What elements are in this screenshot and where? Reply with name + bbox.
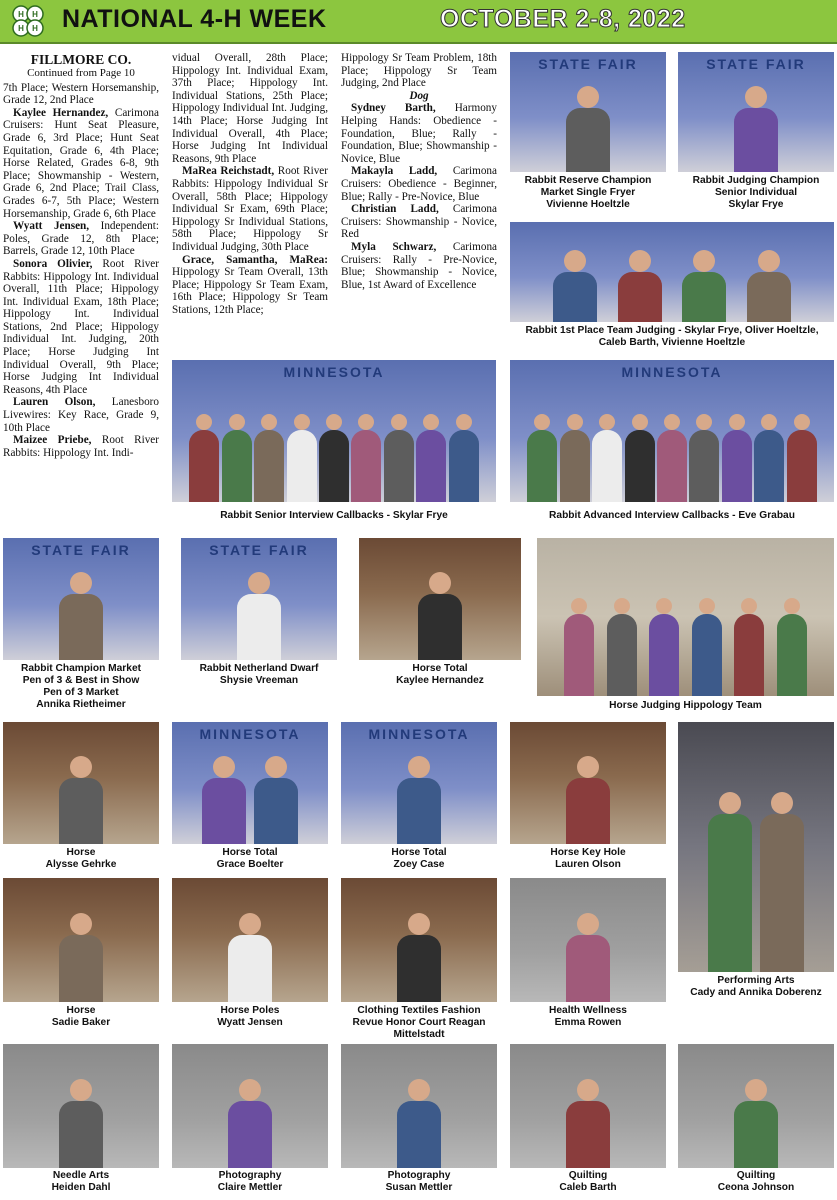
article-entry <box>341 241 497 291</box>
photo-caption: Health Wellness Emma Rowen <box>549 1005 627 1028</box>
photo-c11 <box>172 722 328 844</box>
photo-c1 <box>510 52 666 172</box>
person-figure <box>189 414 219 502</box>
person-figure <box>287 414 317 502</box>
photo-c14 <box>678 722 834 972</box>
person-figure <box>59 572 103 660</box>
person-figure <box>566 756 610 844</box>
person-figure <box>722 414 752 502</box>
entry-text: vidual Overall, 28th Place; Hippology Int. Individual Exam, 37th Place; Hippology Int. Individual Stations, 25th Place; Hippology Individual Int. Judging, 14th Place; Horse Judging Int Individual Overall, 4th Place; Horse Judging Int Individual Reasons, 9th Place <box>172 52 328 165</box>
entry-text: Root River Rabbits: Hippology Int. Indi- <box>3 434 159 459</box>
photo-sign: STATE FAIR <box>706 56 806 72</box>
entry-name: Sydney Barth, <box>351 102 436 115</box>
person-figure <box>222 414 252 502</box>
article-entry <box>3 258 159 397</box>
photo-sign: STATE FAIR <box>538 56 638 72</box>
photo-c21 <box>341 1044 497 1168</box>
photo-c20 <box>172 1044 328 1168</box>
person-figure <box>760 792 804 972</box>
photo-sign: STATE FAIR <box>31 542 131 558</box>
article-column-3-body <box>341 102 497 291</box>
photo-c22 <box>510 1044 666 1168</box>
entry-text: Carimona Cruisers: Rally - Pre-Novice, Blue; Showmanship - Novice, Blue, 1st Award of Excellence <box>341 240 497 291</box>
entry-text: 7th Place; Western Horsemanship, Grade 12, 2nd Place <box>3 81 159 107</box>
person-figure <box>787 414 817 502</box>
person-figure <box>553 250 597 322</box>
entry-text: Root River Rabbits: Hippology Int. Individual Overall, 11th Place; Hippology Int. Individual Exam, 18th Place; Hippology Int. Individual Stations, 2nd Place; Hippology Individual Int. Judging, 20th Place; Horse Judging Int Individual Overall, 9th Place; Horse Judging Int Individual Reasons, 4th Place <box>3 257 159 396</box>
article-column-2-body <box>172 52 328 316</box>
photo-c4 <box>172 360 496 502</box>
person-figure <box>566 1079 610 1168</box>
photo-caption: Rabbit Reserve Champion Market Single Fryer Vivienne Hoeltzle <box>524 175 652 210</box>
photo-c18 <box>510 878 666 1002</box>
person-figure <box>657 414 687 502</box>
photo-caption: Rabbit Judging Champion Senior Individual Skylar Frye <box>692 175 820 210</box>
person-figure <box>734 598 764 696</box>
article-entry <box>3 220 159 258</box>
entry-text: Independent: Poles, Grade 12, 8th Place; Barrels, Grade 12, 10th Place <box>3 220 159 258</box>
person-figure <box>351 414 381 502</box>
entry-text: Harmony Helping Hands: Obedience - Foundation, Blue; Rally - Foundation, Blue; Showmanship - Novice, Blue <box>341 102 497 165</box>
person-figure <box>254 756 298 844</box>
article-entry <box>341 165 497 203</box>
person-figure <box>397 913 441 1002</box>
article-column-3 <box>341 52 497 352</box>
banner-dates: OCTOBER 2-8, 2022 <box>440 5 686 33</box>
photo-caption: Horse Sadie Baker <box>51 1005 111 1028</box>
person-figure <box>682 250 726 322</box>
entry-name: Kaylee Hernandez, <box>13 106 109 119</box>
entry-name: Myla Schwarz, <box>351 240 437 253</box>
article-category-dog: Dog <box>409 89 429 102</box>
entry-text: Carimona Cruisers: Obedience - Beginner, Blue; Rally - Pre-Novice, Blue <box>341 165 497 203</box>
person-figure <box>607 598 637 696</box>
photo-caption: Horse Total Zoey Case <box>391 847 447 870</box>
photo-caption: Needle Arts Heiden Dahl <box>51 1170 111 1193</box>
person-figure <box>254 414 284 502</box>
photo-caption: Horse Total Grace Boelter <box>216 847 284 870</box>
photo-caption: Rabbit Advanced Interview Callbacks - Eve Grabau <box>549 510 795 521</box>
photo-caption: Horse Poles Wyatt Jensen <box>217 1005 283 1028</box>
photo-sign: MINNESOTA <box>199 726 301 742</box>
photo-c10 <box>3 722 159 844</box>
photo-c7 <box>181 538 337 660</box>
person-figure <box>59 756 103 844</box>
person-figure <box>449 414 479 502</box>
photo-caption: Performing Arts Cady and Annika Doberenz <box>690 975 822 998</box>
person-figure <box>754 414 784 502</box>
person-figure <box>59 1079 103 1168</box>
article-entry <box>172 165 328 253</box>
entry-name: Lauren Olson, <box>13 396 96 409</box>
photo-caption: Horse Total Kaylee Hernandez <box>396 663 484 686</box>
photo-c3 <box>510 222 834 322</box>
photo-caption: Horse Key Hole Lauren Olson <box>550 847 626 870</box>
photo-sign: MINNESOTA <box>621 364 723 380</box>
article-entry <box>3 107 159 220</box>
photo-caption: Horse Alysse Gehrke <box>45 847 117 870</box>
person-figure <box>202 756 246 844</box>
four-leaf-clover-icon <box>10 3 46 39</box>
svg-text:H: H <box>18 24 24 33</box>
entry-text: Carimona Cruisers: Hunt Seat Pleasure, Grade 6, 3rd Place; Hunt Seat Equitation, Grade 6, 4th Place; Horse Related, Grades 6-8, 9th Place; Showmanship - Western, Grade 6, 2nd Place; Trail Class, Grades 6-7, 5th Place; Western Horsemanship, Grade 6, 6th Place <box>3 106 159 220</box>
photo-sign: STATE FAIR <box>209 542 309 558</box>
photo-c13 <box>510 722 666 844</box>
person-figure <box>527 414 557 502</box>
photo-caption: Rabbit 1st Place Team Judging - Skylar Frye, Oliver Hoeltzle, Caleb Barth, Vivienne Hoeltzle <box>525 325 819 348</box>
person-figure <box>228 1079 272 1168</box>
person-figure <box>418 572 462 660</box>
person-figure <box>747 250 791 322</box>
photo-c17 <box>341 878 497 1002</box>
photo-c23 <box>678 1044 834 1168</box>
entry-text: Carimona Cruisers: Showmanship - Novice, Red <box>341 203 497 241</box>
photo-c8 <box>359 538 521 660</box>
article-entry <box>3 82 159 107</box>
photo-caption: Quilting Caleb Barth <box>559 1170 617 1193</box>
photo-c12 <box>341 722 497 844</box>
entry-name: Wyatt Jensen, <box>13 220 90 233</box>
person-figure <box>560 414 590 502</box>
person-figure <box>384 414 414 502</box>
photo-c6 <box>3 538 159 660</box>
entry-text: Root River Rabbits: Hippology Individual Sr Overall, 58th Place; Hippology Individual Sr Exam, 69th Place; Hippology Sr Individual Stations, 58th Place; Hippology Sr Individual Judging, 30th Place <box>172 165 328 253</box>
person-figure <box>566 913 610 1002</box>
person-figure <box>237 572 281 660</box>
photo-caption: Clothing Textiles Fashion Revue Honor Court Reagan Mittelstadt <box>352 1005 486 1040</box>
article-entry <box>172 254 328 317</box>
article-entry <box>341 102 497 165</box>
article-column-1-body <box>3 82 159 460</box>
photo-caption: Photography Susan Mettler <box>385 1170 453 1193</box>
article-entry <box>172 52 328 165</box>
person-figure <box>319 414 349 502</box>
entry-name: Grace, Samantha, MaRea: <box>182 253 328 266</box>
person-figure <box>564 598 594 696</box>
entry-text: Hippology Sr Team Overall, 13th Place; Hippology Sr Team Exam, 16th Place; Hippology Sr Team Stations, 12th Place; <box>172 266 328 316</box>
person-figure <box>397 756 441 844</box>
banner-title: NATIONAL 4-H WEEK <box>62 5 327 33</box>
entry-name: Sonora Olivier, <box>13 257 93 270</box>
photo-caption: Horse Judging Hippology Team <box>609 700 762 711</box>
photo-c2 <box>678 52 834 172</box>
article-column-1 <box>3 52 159 498</box>
svg-text:H: H <box>32 10 38 19</box>
person-figure <box>734 86 778 172</box>
article-col3-intro: Hippology Sr Team Problem, 18th Place; Hippology Sr Team Judging, 2nd Place <box>341 52 497 90</box>
entry-text: Lanesboro Livewires: Key Race, Grade 9, 10th Place <box>3 396 159 434</box>
person-figure <box>734 1079 778 1168</box>
photo-sign: MINNESOTA <box>283 364 385 380</box>
person-figure <box>228 913 272 1002</box>
photo-caption: Rabbit Champion Market Pen of 3 & Best in Show Pen of 3 Market Annika Rietheimer <box>21 663 141 710</box>
person-figure <box>592 414 622 502</box>
entry-name: Maizee Priebe, <box>13 434 92 447</box>
photo-c9 <box>537 538 834 696</box>
person-figure <box>625 414 655 502</box>
article-heading: FILLMORE CO. <box>30 52 132 67</box>
photo-c19 <box>3 1044 159 1168</box>
person-figure <box>777 598 807 696</box>
article-entry <box>3 434 159 459</box>
photo-c15 <box>3 878 159 1002</box>
page-banner <box>0 0 837 44</box>
photo-sign: MINNESOTA <box>368 726 470 742</box>
entry-name: Christian Ladd, <box>351 203 439 216</box>
person-figure <box>649 598 679 696</box>
person-figure <box>689 414 719 502</box>
photo-c5 <box>510 360 834 502</box>
person-figure <box>708 792 752 972</box>
person-figure <box>618 250 662 322</box>
entry-name: MaRea Reichstadt, <box>182 165 275 178</box>
photo-caption: Photography Claire Mettler <box>217 1170 283 1193</box>
person-figure <box>397 1079 441 1168</box>
photo-caption: Quilting Ceona Johnson <box>717 1170 795 1193</box>
photo-caption: Rabbit Netherland Dwarf Shysie Vreeman <box>199 663 319 686</box>
person-figure <box>566 86 610 172</box>
person-figure <box>59 913 103 1002</box>
article-entry <box>3 396 159 434</box>
entry-name: Makayla Ladd, <box>351 165 438 178</box>
person-figure <box>416 414 446 502</box>
svg-text:H: H <box>32 24 38 33</box>
article-continued: Continued from Page 10 <box>27 67 135 79</box>
photo-c16 <box>172 878 328 1002</box>
article-entry <box>341 203 497 241</box>
person-figure <box>692 598 722 696</box>
article-column-2 <box>172 52 328 352</box>
svg-text:H: H <box>18 10 24 19</box>
photo-caption: Rabbit Senior Interview Callbacks - Skylar Frye <box>220 510 448 521</box>
